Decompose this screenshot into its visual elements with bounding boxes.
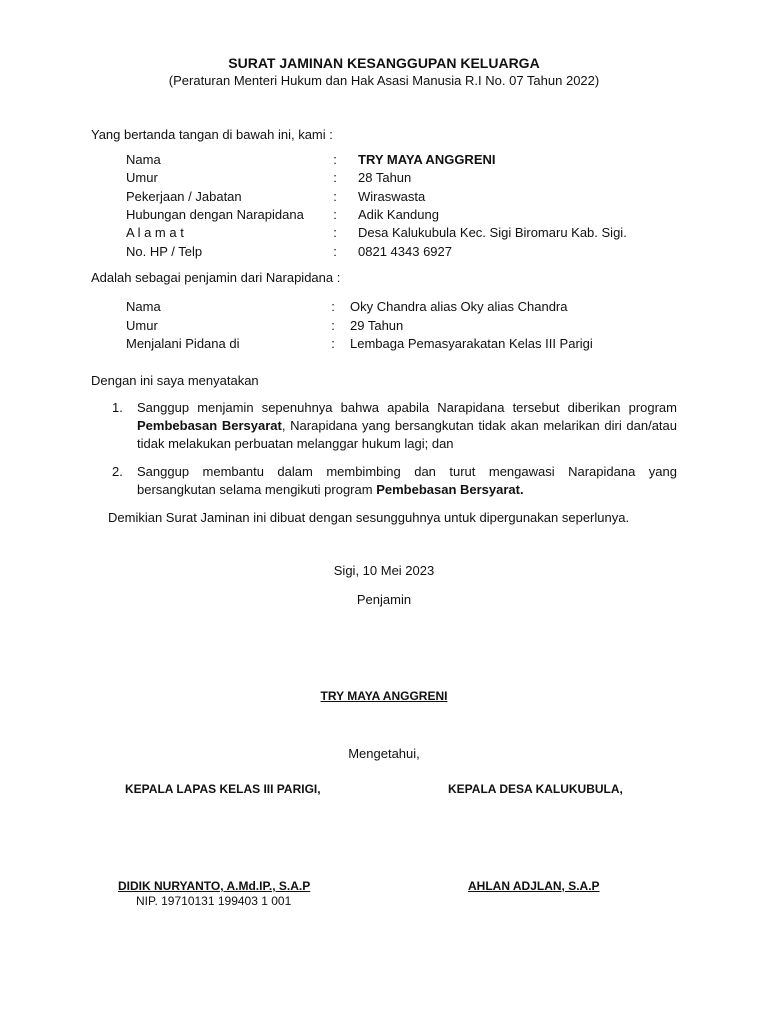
guarantor-role: Penjamin — [356, 592, 412, 607]
colon: : — [333, 244, 337, 259]
statement-text — [137, 463, 677, 499]
field-value: Oky Chandra alias Oky alias Chandra — [350, 299, 568, 314]
statement-bold-part: Pembebasan Bersyarat — [137, 418, 282, 433]
right-official-name: AHLAN ADJLAN, S.A.P — [468, 879, 600, 893]
statement-text-part: Sanggup membantu dalam membimbing dan turut mengawasi Narapidana yang bersangkutan selama mengikuti program — [137, 464, 677, 497]
field-value: 29 Tahun — [350, 318, 404, 333]
guarantor-name-value: TRY MAYA ANGGRENI — [358, 152, 496, 167]
letter-title: SURAT JAMINAN KESANGGUPAN KELUARGA — [228, 55, 540, 71]
field-value: Desa Kalukubula Kec. Sigi Biromaru Kab. Sigi. — [358, 225, 627, 240]
field-label: No. HP / Telp — [126, 244, 203, 259]
field-value: Adik Kandung — [358, 207, 439, 222]
field-value: 28 Tahun — [358, 170, 412, 185]
guarantor-signature-name: TRY MAYA ANGGRENI — [320, 689, 448, 703]
colon: : — [333, 189, 337, 204]
acknowledged-text: Mengetahui, — [348, 746, 420, 761]
left-official-title: KEPALA LAPAS KELAS III PARIGI, — [125, 782, 321, 796]
field-label: Umur — [126, 318, 158, 333]
place-date: Sigi, 10 Mei 2023 — [333, 563, 435, 578]
colon: : — [333, 152, 337, 167]
statement-number: 2. — [112, 464, 123, 479]
statement-text-part: , Narapidana yang bersangkutan tidak akan melarikan diri dan/atau tidak melakukan perbuatan melanggar hukum lagi; dan — [137, 418, 677, 451]
letter-subtitle: (Peraturan Menteri Hukum dan Hak Asasi Manusia R.I No. 07 Tahun 2022) — [168, 73, 600, 88]
field-label: A l a m a t — [126, 225, 184, 240]
statement-bold-part: Pembebasan Bersyarat. — [376, 482, 524, 497]
field-label: Menjalani Pidana di — [126, 336, 240, 351]
field-label: Pekerjaan / Jabatan — [126, 189, 242, 204]
statement-number: 1. — [112, 400, 123, 415]
colon: : — [331, 318, 335, 333]
field-label: Nama — [126, 152, 161, 167]
colon: : — [333, 225, 337, 240]
colon: : — [331, 299, 335, 314]
statement-intro: Dengan ini saya menyatakan — [91, 373, 259, 388]
left-official-name: DIDIK NURYANTO, A.Md.IP., S.A.P — [118, 879, 311, 893]
field-value: Lembaga Pemasyarakatan Kelas III Parigi — [350, 336, 593, 351]
closing-text: Demikian Surat Jaminan ini dibuat dengan sesungguhnya untuk dipergunakan seperlunya. — [108, 510, 630, 525]
field-label: Umur — [126, 170, 158, 185]
statement-text — [137, 399, 677, 453]
left-official-nip: NIP. 19710131 199403 1 001 — [136, 894, 292, 908]
field-label: Nama — [126, 299, 161, 314]
colon: : — [333, 170, 337, 185]
field-value: Wiraswasta — [358, 189, 426, 204]
field-label: Hubungan dengan Narapidana — [126, 207, 304, 222]
right-official-title: KEPALA DESA KALUKUBULA, — [448, 782, 623, 796]
colon: : — [331, 336, 335, 351]
statement-text-part: Sanggup menjamin sepenuhnya bahwa apabila Narapidana tersebut diberikan program — [137, 400, 677, 415]
colon: : — [333, 207, 337, 222]
intro-text: Yang bertanda tangan di bawah ini, kami : — [91, 127, 333, 142]
guarantor-of-text: Adalah sebagai penjamin dari Narapidana : — [91, 270, 341, 285]
field-value: 0821 4343 6927 — [358, 244, 452, 259]
